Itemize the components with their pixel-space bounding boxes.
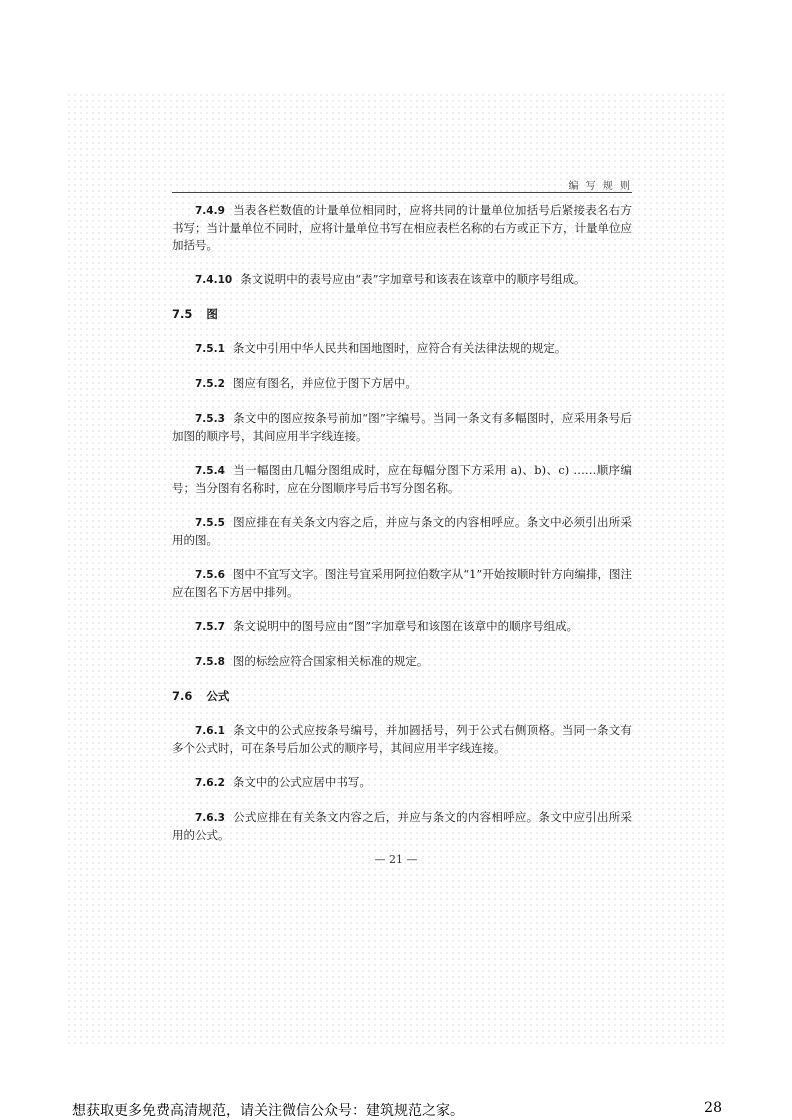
footer-note: 想获取更多免费高清规范，请关注微信公众号：建筑规范之家。 xyxy=(72,1103,464,1119)
section-number: 7.5 xyxy=(172,307,193,321)
clause-number: 7.6.3 xyxy=(195,812,225,824)
clause-7-5-3 xyxy=(172,410,632,445)
clause-7-5-1 xyxy=(172,340,632,358)
section-title: 图 xyxy=(206,307,218,321)
clause-7-5-5 xyxy=(172,514,632,549)
clause-7-5-6 xyxy=(172,566,632,601)
clause-text: 条文中的图应按条号前加“图”字编号。当同一条文有多幅图时，应采用条号后加图的顺序号，其间应用半字线连接。 xyxy=(172,411,632,443)
clause-number: 7.6.2 xyxy=(195,777,225,789)
section-heading-7-5 xyxy=(172,306,632,323)
clause-number: 7.5.1 xyxy=(195,343,225,355)
clause-7-5-8 xyxy=(172,653,632,671)
clause-number: 7.5.3 xyxy=(195,413,225,425)
clause-number: 7.5.6 xyxy=(195,569,225,581)
clause-text: 条文中的公式应居中书写。 xyxy=(232,775,371,789)
header-rule xyxy=(172,192,632,193)
clause-7-4-10 xyxy=(172,271,632,289)
clause-7-5-2 xyxy=(172,375,632,393)
clause-text: 图中不宜写文字。图注号宜采用阿拉伯数字从“1”开始按顺时针方向编排，图注应在图名下方居中排列。 xyxy=(172,567,632,599)
clause-text: 图应排在有关条文内容之后，并应与条文的内容相呼应。条文中必须引出所采用的图。 xyxy=(172,515,632,547)
clause-7-5-7 xyxy=(172,618,632,636)
clause-7-5-4 xyxy=(172,462,632,497)
clause-text: 条文说明中的表号应由“表”字加章号和该表在该章中的顺序号组成。 xyxy=(240,272,586,286)
clause-text: 条文中引用中华人民共和国地图时，应符合有关法律法规的规定。 xyxy=(232,341,567,355)
footer-page-number: 28 xyxy=(704,1100,722,1116)
clause-number: 7.5.2 xyxy=(195,378,225,390)
clause-number: 7.5.8 xyxy=(195,656,225,668)
clause-7-6-1 xyxy=(172,722,632,757)
clause-7-6-2 xyxy=(172,774,632,792)
section-number: 7.6 xyxy=(172,689,193,703)
clause-number: 7.4.9 xyxy=(195,205,225,217)
clause-number: 7.6.1 xyxy=(195,725,225,737)
clause-text: 当一幅图由几幅分图组成时，应在每幅分图下方采用 a)、b)、c) ……顺序编号；当分图有名称时，应在分图顺序号后书写分图名称。 xyxy=(172,463,632,495)
clause-text: 当表各栏数值的计量单位相同时，应将共同的计量单位加括号后紧接表名右方书写；当计量单位不同时，应将计量单位书写在相应表栏名称的右方或正下方，计量单位应加括号。 xyxy=(172,203,632,252)
section-title: 公式 xyxy=(206,689,230,703)
clause-number: 7.5.5 xyxy=(195,517,225,529)
clause-text: 图应有图名，并应位于图下方居中。 xyxy=(232,376,417,390)
clause-text: 图的标绘应符合国家相关标准的规定。 xyxy=(232,654,429,668)
clause-7-4-9 xyxy=(172,202,632,254)
clause-text: 条文说明中的图号应由“图”字加章号和该图在该章中的顺序号组成。 xyxy=(232,619,579,633)
clause-7-6-3 xyxy=(172,809,632,844)
document-body xyxy=(172,202,632,861)
clause-number: 7.5.7 xyxy=(195,621,225,633)
section-heading-7-6 xyxy=(172,688,632,705)
page-number: — 21 — xyxy=(374,853,418,866)
clause-text: 条文中的公式应按条号编号，并加圆括号，列于公式右侧顶格。当同一条文有多个公式时，可在条号后加公式的顺序号，其间应用半字线连接。 xyxy=(172,723,632,755)
clause-text: 公式应排在有关条文内容之后，并应与条文的内容相呼应。条文中应引出所采用的公式。 xyxy=(172,810,632,842)
clause-number: 7.5.4 xyxy=(195,465,225,477)
clause-number: 7.4.10 xyxy=(195,274,233,286)
running-header: 编 写 规 则 xyxy=(568,181,632,192)
